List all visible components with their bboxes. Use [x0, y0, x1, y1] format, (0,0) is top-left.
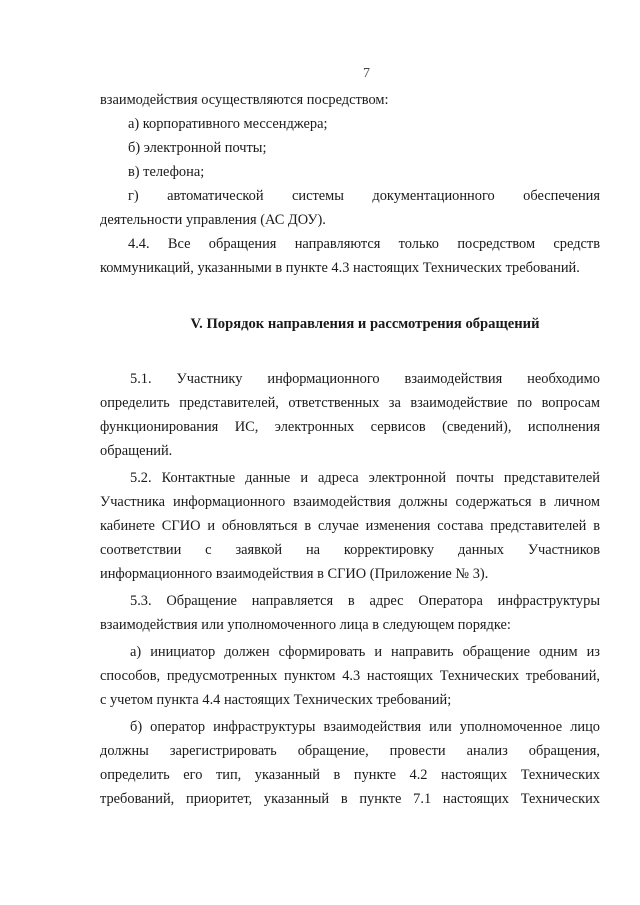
list-item-a: а) инициатор должен сформировать и направить обращение одним из — [130, 644, 600, 660]
text-line: определить представителей, ответственных за взаимодействие по вопросам — [100, 395, 600, 411]
text-line: соответствии с заявкой на корректировку данных Участников — [100, 542, 600, 558]
text-line: обращений. — [100, 443, 173, 459]
list-item-v: в) телефона; — [128, 164, 205, 180]
list-item-b: б) оператор инфраструктуры взаимодействия или уполномоченное лицо — [130, 719, 600, 735]
text-line: информационного взаимодействия в СГИО (Приложение № 3). — [100, 566, 489, 582]
section-heading: V. Порядок направления и рассмотрения обращений — [190, 316, 540, 332]
text-line: взаимодействия осуществляются посредством: — [100, 92, 389, 108]
paragraph-4-4: 4.4. Все обращения направляются только посредством средств — [128, 236, 600, 252]
paragraph-5-3: 5.3. Обращение направляется в адрес Оператора инфраструктуры — [130, 593, 600, 609]
page-number: 7 — [363, 66, 370, 81]
text-line: функционирования ИС, электронных сервисов (сведений), исполнения — [100, 419, 600, 435]
text-line: способов, предусмотренных пунктом 4.3 настоящих Технических требований, — [100, 668, 600, 684]
text-line: деятельности управления (АС ДОУ). — [100, 212, 326, 228]
list-item-b: б) электронной почты; — [128, 140, 267, 156]
text-line: требований, приоритет, указанный в пункте 7.1 настоящих Технических — [100, 791, 600, 807]
text-line: Участника информационного взаимодействия должны содержаться в личном — [100, 494, 600, 510]
text-line: определить его тип, указанный в пункте 4.2 настоящих Технических — [100, 767, 600, 783]
paragraph-5-1: 5.1. Участнику информационного взаимодействия необходимо — [130, 371, 600, 387]
list-item-a: а) корпоративного мессенджера; — [128, 116, 328, 132]
text-line: взаимодействия или уполномоченного лица в следующем порядке: — [100, 617, 511, 633]
text-line: кабинете СГИО и обновляться в случае изменения состава представителей в — [100, 518, 600, 534]
text-line: коммуникаций, указанными в пункте 4.3 настоящих Технических требований. — [100, 260, 580, 276]
list-item-g: г) автоматической системы документационного обеспечения — [128, 188, 600, 204]
paragraph-5-2: 5.2. Контактные данные и адреса электронной почты представителей — [130, 470, 600, 486]
text-line: должны зарегистрировать обращение, провести анализ обращения, — [100, 743, 600, 759]
text-line: с учетом пункта 4.4 настоящих Технических требований; — [100, 692, 452, 708]
